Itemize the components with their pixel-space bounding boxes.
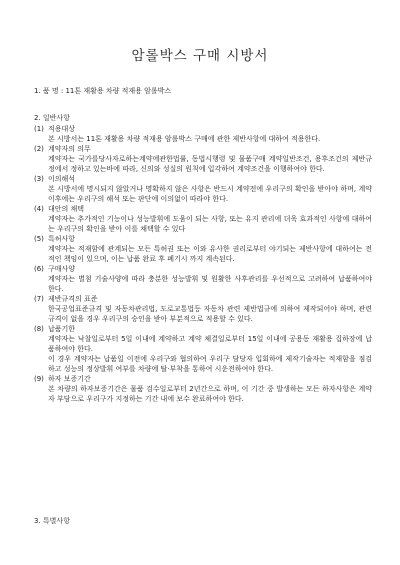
item-text: 한국공업표준규격 및 자동차관리법, 도로교통법등 자동차 관련 제반법규에 의하여 제작되어야 하며, 관련규격이 없을 경우 우리구의 승인을 받아 부분적으로 적용할 수 있다. <box>48 305 372 323</box>
item-number: (7) <box>34 295 44 303</box>
item-number: (6) <box>34 265 44 273</box>
item-text: 계약자는 국가를당사자로하는계약에관한법률, 동법시행령 및 물품구매 계약일반조건, 용후조건의 제반규정에서 정하고 있는바에 따라, 신의와 성실의 원칙에 입각하여 계약조건을 이행하여야 한다. <box>48 155 372 173</box>
item-heading: 납품기한 <box>48 325 76 333</box>
item-text: 계약자는 추가적인 기능이나 성능발휘에 도움이 되는 사항, 또는 유지 관리에 더욱 효과적인 사항에 대하여는 우리구의 확인을 받아 이를 채택할 수 있다 <box>48 215 372 233</box>
item-7 <box>34 294 372 324</box>
item-text-continued: 이 경우 계약자는 납품일 이전에 우리구와 협의하여 우리구 담당자 입회하에 제작기술자는 적재함을 점검하고 성능의 정상발휘 여부를 차량에 탈·부착을 통하여 시운전하여야 한다. <box>48 355 372 373</box>
item-number: (8) <box>34 325 44 333</box>
item-3 <box>34 174 372 204</box>
item-heading: 이의해석 <box>48 175 76 183</box>
item-heading: 제반규격의 표준 <box>48 295 98 303</box>
item-number: (9) <box>34 375 44 383</box>
item-8 <box>34 324 372 374</box>
item-heading: 계약자의 의무 <box>48 145 91 153</box>
item-text: 본 시방서에 명시되지 않았거나 명확하지 않은 사항은 반드시 계약전에 우리구의 확인을 받아야 하며, 계약 이후에는 우리구의 해석 또는 판단에 이의없이 따라야 한다. <box>48 185 372 203</box>
item-heading: 대안의 채택 <box>48 205 85 213</box>
item-4 <box>34 204 372 234</box>
section-3-heading: 3. 특별사항 <box>34 517 70 525</box>
item-text: 계약자는 별첨 기술사양에 따라 충분한 성능발휘 및 원활한 사후관리를 우선적으로 고려하여 납품하여야 한다. <box>48 275 372 293</box>
item-9 <box>34 374 372 404</box>
item-text: 계약자는 낙찰일로부터 5일 이내에 계약하고 계약 체결일로부터 15일 이내에 공용동 재활용 집하장에 납품하여야 한다. <box>48 335 372 353</box>
item-heading: 구매사양 <box>48 265 76 273</box>
item-text: 본 시방서는 11톤 재활용 차량 적재용 암롤박스 구매에 관한 제반사항에 대하여 적용한다. <box>48 135 321 143</box>
section-1-item-name: 1. 품 명 : 11톤 재활용 차량 적재용 암롤박스 <box>34 87 172 95</box>
item-number: (2) <box>34 145 44 153</box>
item-6 <box>34 264 372 294</box>
item-text: 계약자는 적재함에 관계되는 모든 특허권 또는 이와 유사한 권리로부터 야기되는 제반사항에 대하여는 전적인 책임이 있으며, 이는 납품 완료 후 폐기시 까지 계속된다. <box>48 245 372 263</box>
item-number: (5) <box>34 235 44 243</box>
item-number: (3) <box>34 175 44 183</box>
document-title: 암롤박스 구매 시방서 <box>131 48 269 64</box>
item-heading: 하자 보증기간 <box>48 375 91 383</box>
item-1 <box>34 124 372 144</box>
item-5 <box>34 234 372 264</box>
item-heading: 특허사항 <box>48 235 76 243</box>
item-heading: 적용대상 <box>48 125 76 133</box>
general-items <box>34 124 372 404</box>
item-number: (1) <box>34 125 44 133</box>
item-number: (4) <box>34 205 44 213</box>
section-2-heading: 2. 일반사항 <box>34 114 70 122</box>
item-2 <box>34 144 372 174</box>
item-text: 본 차량의 하자보증기간은 물품 검수일로부터 2년간으로 하며, 이 기간 중 발생하는 모든 하자사항은 계약자 부담으로 우리구가 지정하는 기간 내에 보수 완료하여야 한다. <box>48 385 372 403</box>
